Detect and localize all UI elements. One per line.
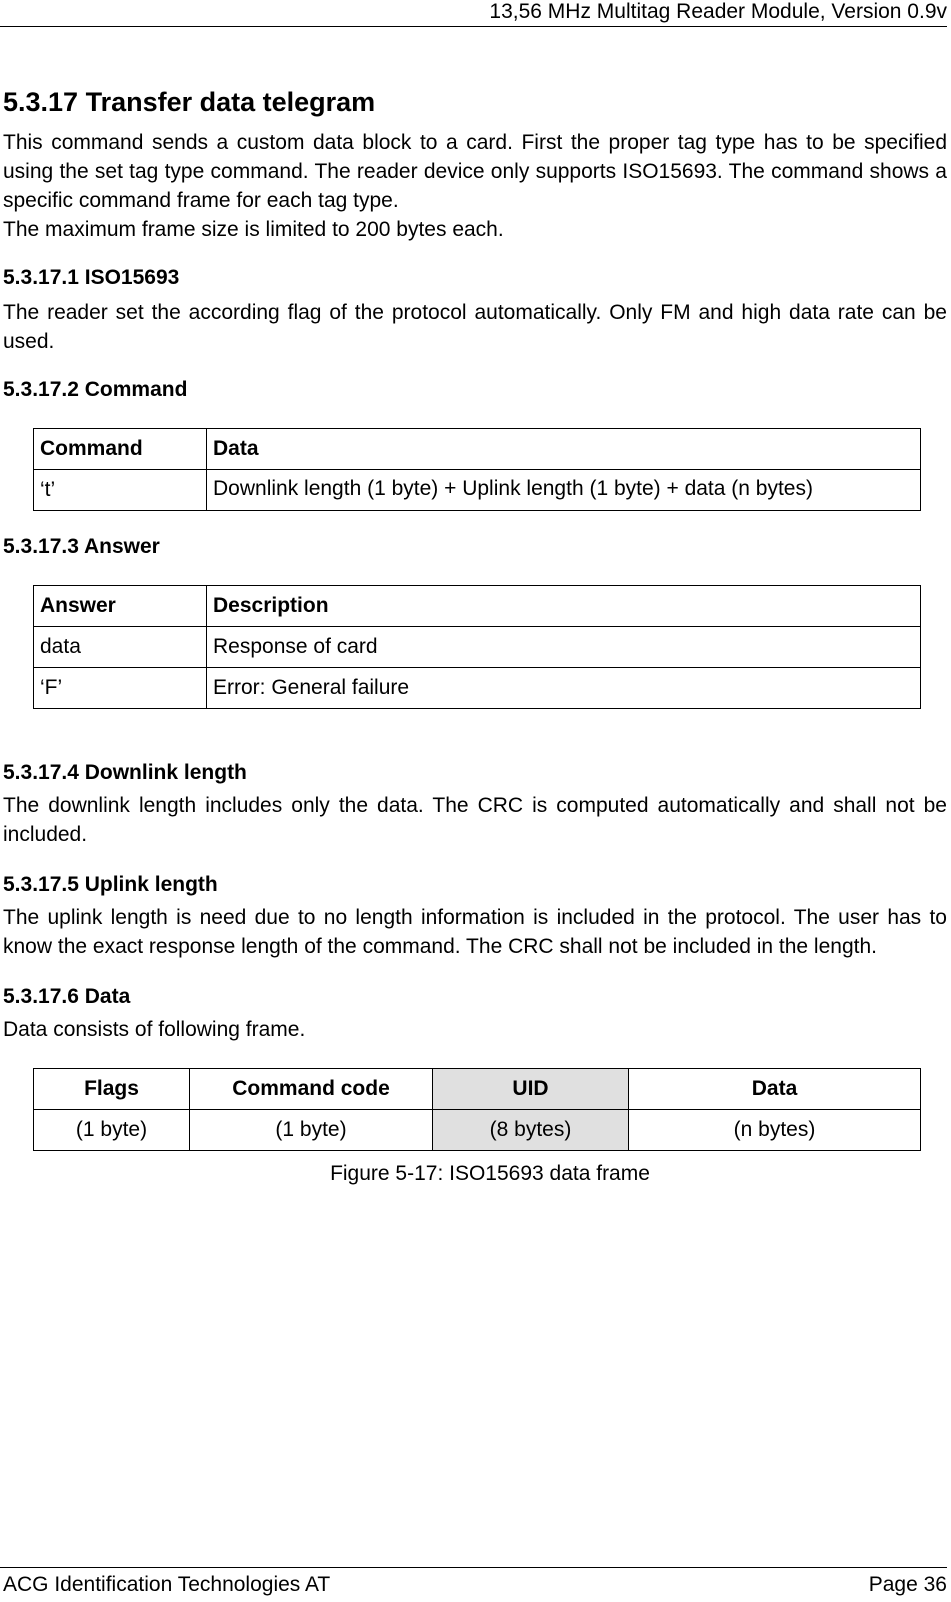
table-cell: (1 byte) xyxy=(190,1110,433,1151)
page-number: Page 36 xyxy=(868,1573,947,1596)
table-cell: (8 bytes) xyxy=(433,1110,629,1151)
page-content xyxy=(3,84,947,1189)
table-cell: Error: General failure xyxy=(207,668,921,709)
table-cell: ‘F’ xyxy=(34,668,207,709)
table-header-row xyxy=(34,1069,921,1110)
table-cell: data xyxy=(34,627,207,668)
command-heading: 5.3.17.2 Command xyxy=(3,378,188,401)
downlink-paragraph: The downlink length includes only the data. The CRC is computed automatically and shall not be included. xyxy=(3,794,947,846)
command-table xyxy=(33,428,921,511)
data-paragraph: Data consists of following frame. xyxy=(3,1018,306,1041)
figure-caption: Figure 5-17: ISO15693 data frame xyxy=(330,1162,650,1185)
table-cell: Response of card xyxy=(207,627,921,668)
intro-paragraph: This command sends a custom data block to a card. First the proper tag type has to be specified using the set tag type command. The reader device only supports ISO15693. The command shows a specific command frame for each tag type. xyxy=(3,131,947,212)
company-name: ACG Identification Technologies AT xyxy=(3,1573,331,1596)
iso-heading: 5.3.17.1 ISO15693 xyxy=(3,266,180,289)
column-header: Description xyxy=(207,586,921,627)
table-cell: Downlink length (1 byte) + Uplink length (1 byte) + data (n bytes) xyxy=(207,470,921,511)
table-header-row xyxy=(34,586,921,627)
table-header-row xyxy=(34,429,921,470)
column-header: UID xyxy=(433,1069,629,1110)
answer-heading: 5.3.17.3 Answer xyxy=(3,535,160,558)
data-frame-table xyxy=(33,1068,921,1151)
table-row xyxy=(34,627,921,668)
uplink-paragraph: The uplink length is need due to no length information is included in the protocol. The user has to know the exact response length of the command. The CRC shall not be included in the length. xyxy=(3,906,947,958)
table-row xyxy=(34,1110,921,1151)
frame-size-note: The maximum frame size is limited to 200 bytes each. xyxy=(3,218,504,241)
section-title: 5.3.17 Transfer data telegram xyxy=(3,87,376,117)
column-header: Answer xyxy=(34,586,207,627)
table-row xyxy=(34,470,921,511)
page-footer xyxy=(0,1567,947,1602)
table-cell: ‘t’ xyxy=(34,470,207,511)
uplink-heading: 5.3.17.5 Uplink length xyxy=(3,873,218,896)
column-header: Data xyxy=(207,429,921,470)
answer-table xyxy=(33,585,921,709)
document-title: 13,56 MHz Multitag Reader Module, Version 0.9v xyxy=(489,0,947,23)
column-header: Command code xyxy=(190,1069,433,1110)
downlink-heading: 5.3.17.4 Downlink length xyxy=(3,761,247,784)
data-heading: 5.3.17.6 Data xyxy=(3,985,131,1008)
table-cell: (1 byte) xyxy=(34,1110,190,1151)
column-header: Data xyxy=(629,1069,921,1110)
table-cell: (n bytes) xyxy=(629,1110,921,1151)
iso-paragraph: The reader set the according flag of the protocol automatically. Only FM and high data rate can be used. xyxy=(3,301,947,353)
column-header: Flags xyxy=(34,1069,190,1110)
column-header: Command xyxy=(34,429,207,470)
page-header xyxy=(0,0,947,27)
table-row xyxy=(34,668,921,709)
